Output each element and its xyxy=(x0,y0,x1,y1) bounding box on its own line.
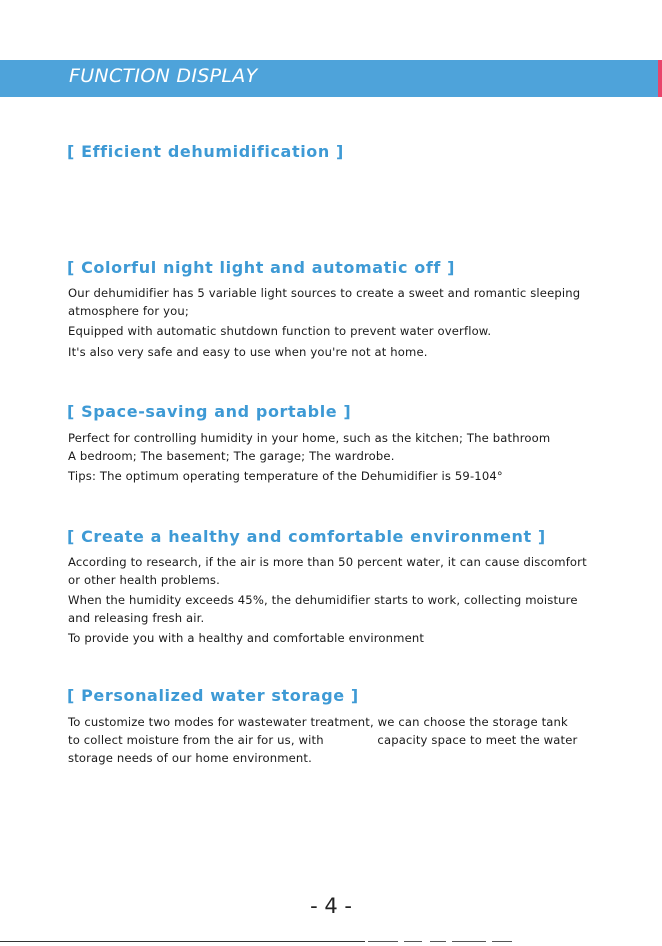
body-line: Tips: The optimum operating temperature of the Dehumidifier is 59-104° xyxy=(68,469,503,483)
section-heading-night-light: [ Colorful night light and automatic off ] xyxy=(67,258,456,277)
body-line: When the humidity exceeds 45%, the dehumidifier starts to work, collecting moisture xyxy=(68,593,578,607)
body-line: Our dehumidifier has 5 variable light sources to create a sweet and romantic sleeping xyxy=(68,286,581,300)
body-line: to collect moisture from the air for us, with capacity space to meet the water xyxy=(68,733,578,747)
bottom-rule xyxy=(0,941,365,942)
body-line: A bedroom; The basement; The garage; The wardrobe. xyxy=(68,449,395,463)
body-line: and releasing fresh air. xyxy=(68,611,205,625)
bottom-rule-fragment xyxy=(492,941,512,942)
section-heading-healthy-environment: [ Create a healthy and comfortable environment ] xyxy=(67,527,546,546)
section-heading-efficient-dehumidification: [ Efficient dehumidification ] xyxy=(67,142,344,161)
banner-edge-accent xyxy=(658,60,662,97)
section-heading-water-storage: [ Personalized water storage ] xyxy=(67,686,359,705)
body-line: storage needs of our home environment. xyxy=(68,751,312,765)
body-line: It's also very safe and easy to use when you're not at home. xyxy=(68,345,428,359)
body-line: According to research, if the air is more than 50 percent water, it can cause discomfort xyxy=(68,555,587,569)
page-number: - 4 - xyxy=(310,894,352,918)
body-line: To customize two modes for wastewater treatment, we can choose the storage tank xyxy=(68,715,568,729)
bottom-rule-fragment xyxy=(430,941,446,942)
page-title: FUNCTION DISPLAY xyxy=(69,65,258,87)
section-body-space-saving xyxy=(68,429,608,485)
body-line: atmosphere for you; xyxy=(68,304,189,318)
bottom-rule-fragment xyxy=(404,941,422,942)
bottom-rule-fragment xyxy=(368,941,398,942)
section-body-water-storage xyxy=(68,713,608,767)
section-body-night-light xyxy=(68,284,608,361)
body-line: Equipped with automatic shutdown function to prevent water overflow. xyxy=(68,324,492,338)
body-line: or other health problems. xyxy=(68,573,220,587)
section-body-healthy-environment xyxy=(68,553,608,647)
body-line: To provide you with a healthy and comfortable environment xyxy=(68,631,425,645)
body-line: Perfect for controlling humidity in your home, such as the kitchen; The bathroom xyxy=(68,431,551,445)
section-heading-space-saving: [ Space-saving and portable ] xyxy=(67,402,352,421)
bottom-rule-fragment xyxy=(452,941,486,942)
